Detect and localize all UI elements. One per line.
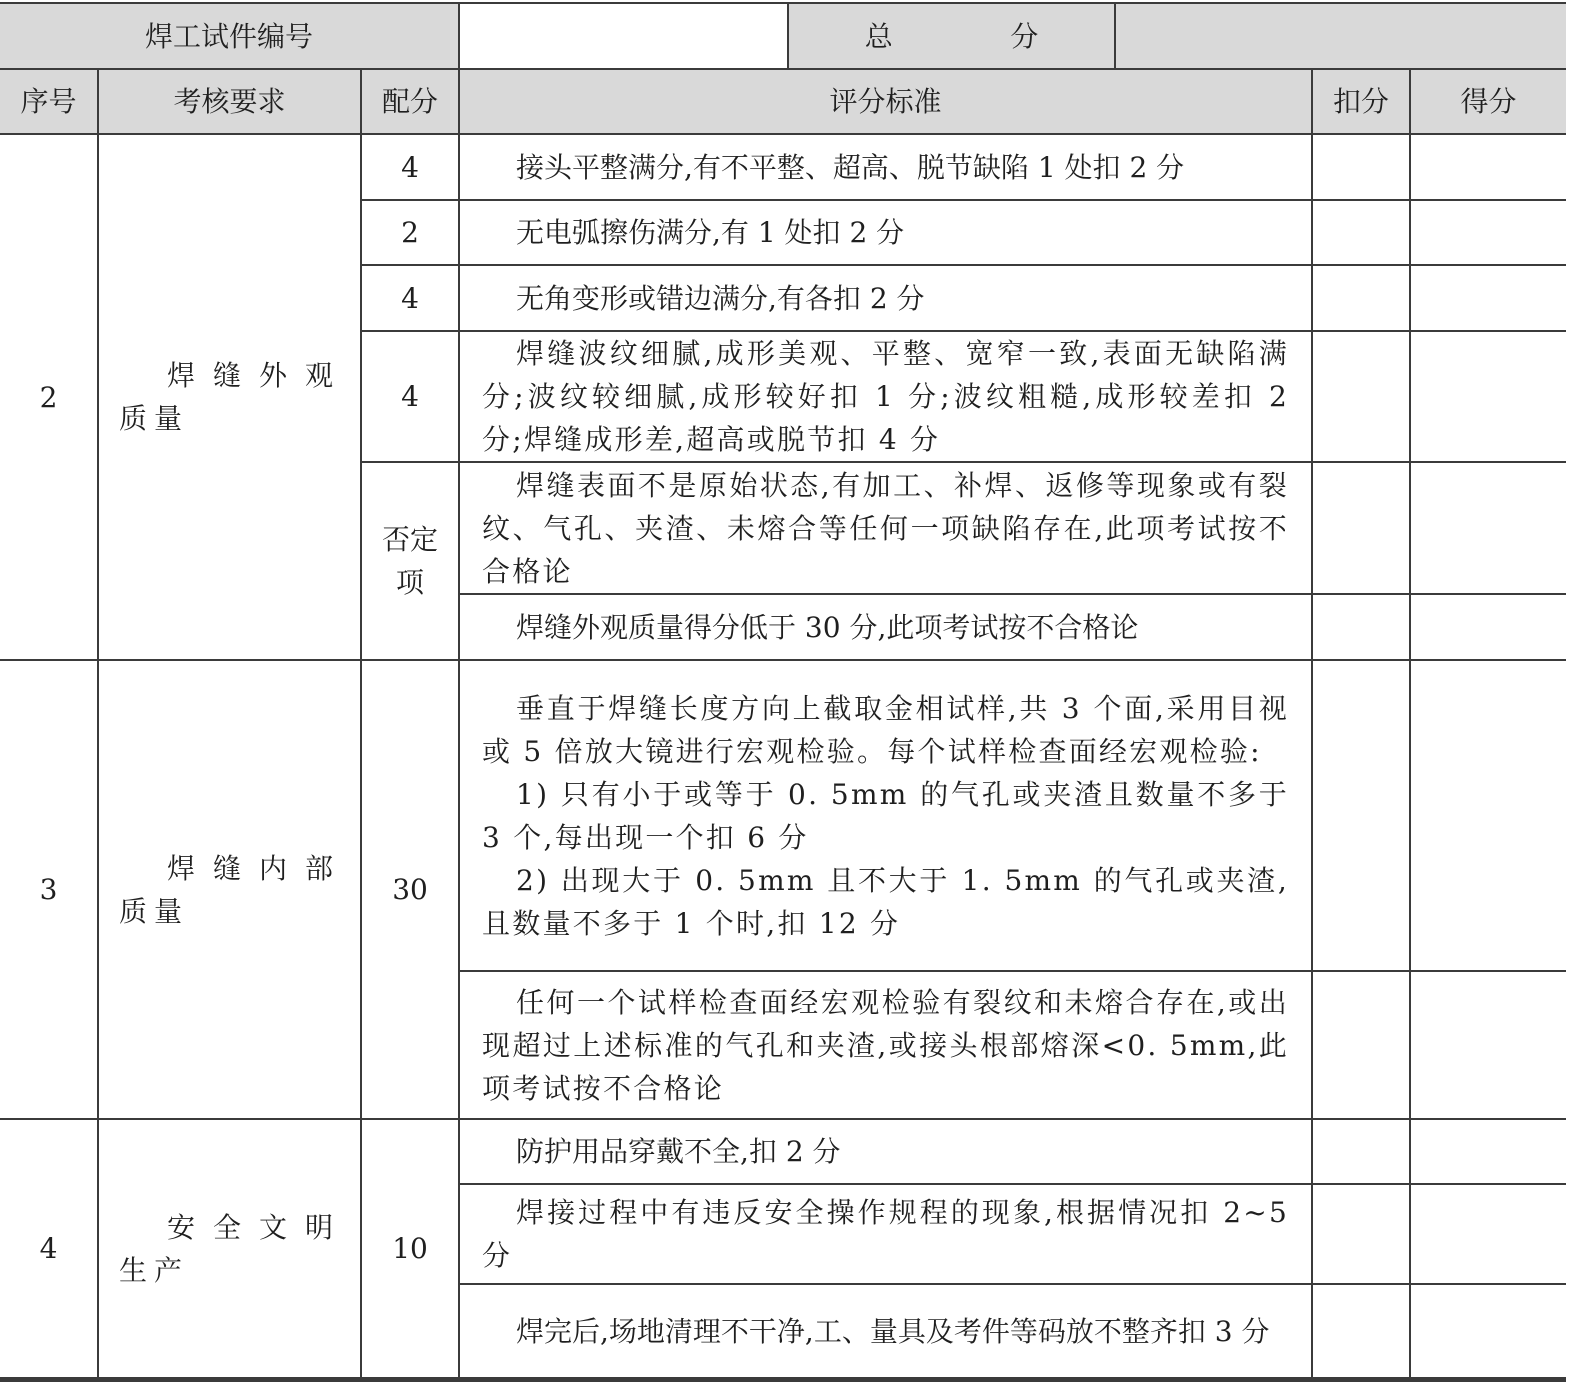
scoring-table [0, 2, 1566, 1379]
deduction-cell[interactable] [1312, 594, 1410, 660]
score-cell[interactable] [1410, 1284, 1566, 1378]
score-cell[interactable] [1410, 331, 1566, 462]
deduction-cell[interactable] [1312, 265, 1410, 331]
points-cell: 4 [361, 134, 459, 200]
criteria-cell: 焊缝表面不是原始状态,有加工、补焊、返修等现象或有裂纹、气孔、夹渣、未熔合等任何一项缺陷存在,此项考试按不合格论 [459, 462, 1312, 594]
table-row [0, 660, 1566, 971]
score-cell[interactable] [1410, 971, 1566, 1119]
specimen-number-label: 焊工试件编号 [0, 3, 459, 69]
criteria-cell: 接头平整满分,有不平整、超高、脱节缺陷 1 处扣 2 分 [459, 134, 1312, 200]
column-header-deduction: 扣分 [1312, 69, 1410, 134]
deduction-cell[interactable] [1312, 971, 1410, 1119]
section-requirement: 焊缝外观质量 [98, 134, 361, 660]
score-cell[interactable] [1410, 265, 1566, 331]
deduction-cell[interactable] [1312, 331, 1410, 462]
section-requirement: 焊缝内部质量 [98, 660, 361, 1119]
score-cell[interactable] [1410, 200, 1566, 265]
criteria-cell [459, 660, 1312, 971]
criteria-cell: 任何一个试样检查面经宏观检验有裂纹和未熔合存在,或出现超过上述标准的气孔和夹渣,或接头根部熔深<0. 5mm,此项考试按不合格论 [459, 971, 1312, 1119]
bottom-rule [0, 1378, 1566, 1382]
score-cell[interactable] [1410, 660, 1566, 971]
specimen-number-value[interactable] [459, 3, 788, 69]
criteria-cell: 焊缝波纹细腻,成形美观、平整、宽窄一致,表面无缺陷满分;波纹较细腻,成形较好扣 1 分;波纹粗糙,成形较差扣 2 分;焊缝成形差,超高或脱节扣 4 分 [459, 331, 1312, 462]
column-header-criteria: 评分标准 [459, 69, 1312, 134]
criteria-paragraph: 垂直于焊缝长度方向上截取金相试样,共 3 个面,采用目视或 5 倍放大镜进行宏观检验。每个试样检查面经宏观检验: [482, 691, 1290, 768]
table-row [0, 1119, 1566, 1184]
section-requirement: 安全文明生产 [98, 1119, 361, 1378]
points-cell: 10 [361, 1119, 459, 1378]
score-cell[interactable] [1410, 594, 1566, 660]
total-score-value[interactable] [1115, 3, 1566, 69]
column-header-requirement: 考核要求 [98, 69, 361, 134]
deduction-cell[interactable] [1312, 134, 1410, 200]
deduction-cell[interactable] [1312, 1184, 1410, 1284]
deduction-cell[interactable] [1312, 1119, 1410, 1184]
total-score-label: 总 分 [788, 3, 1115, 69]
criteria-cell: 无电弧擦伤满分,有 1 处扣 2 分 [459, 200, 1312, 265]
criteria-cell: 焊完后,场地清理不干净,工、量具及考件等码放不整齐扣 3 分 [459, 1284, 1312, 1378]
criteria-cell: 焊缝外观质量得分低于 30 分,此项考试按不合格论 [459, 594, 1312, 660]
score-cell[interactable] [1410, 134, 1566, 200]
column-header-points: 配分 [361, 69, 459, 134]
deduction-cell[interactable] [1312, 660, 1410, 971]
score-cell[interactable] [1410, 1184, 1566, 1284]
column-header-no: 序号 [0, 69, 98, 134]
veto-item-cell: 否定项 [361, 462, 459, 660]
score-cell[interactable] [1410, 1119, 1566, 1184]
deduction-cell[interactable] [1312, 462, 1410, 594]
points-cell: 30 [361, 660, 459, 1119]
points-cell: 4 [361, 265, 459, 331]
criteria-cell: 防护用品穿戴不全,扣 2 分 [459, 1119, 1312, 1184]
section-number: 4 [0, 1119, 98, 1378]
criteria-cell: 焊接过程中有违反安全操作规程的现象,根据情况扣 2~5 分 [459, 1184, 1312, 1284]
score-cell[interactable] [1410, 462, 1566, 594]
points-cell: 2 [361, 200, 459, 265]
section-number: 2 [0, 134, 98, 660]
criteria-cell: 无角变形或错边满分,有各扣 2 分 [459, 265, 1312, 331]
column-header-score: 得分 [1410, 69, 1566, 134]
deduction-cell[interactable] [1312, 200, 1410, 265]
table-row [0, 134, 1566, 200]
deduction-cell[interactable] [1312, 1284, 1410, 1378]
section-number: 3 [0, 660, 98, 1119]
points-cell: 4 [361, 331, 459, 462]
criteria-paragraph: 2) 出现大于 0. 5mm 且不大于 1. 5mm 的气孔或夹渣,且数量不多于 1 个时,扣 12 分 [482, 863, 1290, 940]
criteria-paragraph: 1) 只有小于或等于 0. 5mm 的气孔或夹渣且数量不多于 3 个,每出现一个扣 6 分 [482, 777, 1290, 854]
